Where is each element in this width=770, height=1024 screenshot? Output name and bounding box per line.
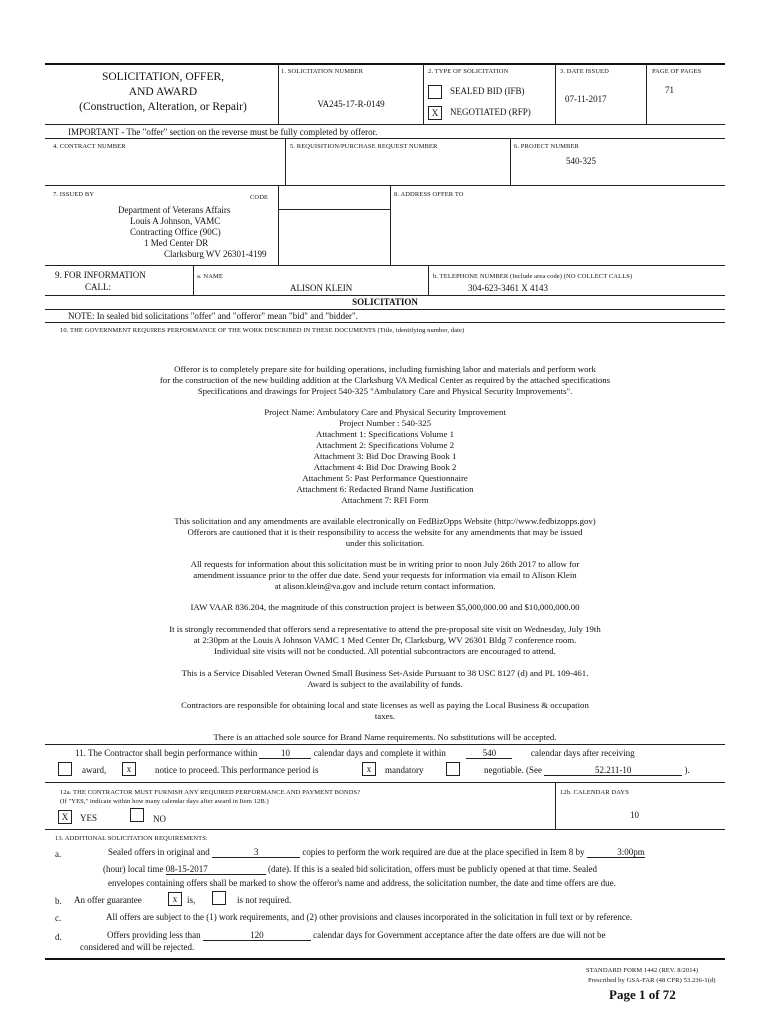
item11-text2: calendar days and complete it within (313, 748, 446, 758)
guarantee-not-checkbox[interactable] (212, 891, 226, 905)
item13a-letter: a. (55, 849, 62, 859)
page-count[interactable]: 71 (665, 85, 674, 95)
form-number: STANDARD FORM 1442 (REV. 8/2014) (586, 967, 699, 974)
info-label-1: 9. FOR INFORMATION (55, 270, 146, 280)
requisition-label: 5. REQUISITION/PURCHASE REQUEST NUMBER (290, 143, 438, 150)
project-line: Project Number : 540-325 (338, 418, 432, 428)
scope-line: Offeror is to completely prepare site for building operations, including furnishing labor and materials and perform work (174, 364, 596, 374)
issuer-line-2: Louis A Johnson, VAMC (130, 216, 221, 226)
form-title (48, 70, 278, 115)
guarantee-is-checkbox[interactable]: x (168, 892, 182, 906)
address-offer-label: 8. ADDRESS OFFER TO (394, 191, 464, 198)
item13-label: 13. ADDITIONAL SOLICITATION REQUIREMENTS: (55, 835, 208, 842)
bonds-yes-label: YES (80, 813, 98, 823)
guarantee-not-label: is not required. (237, 895, 292, 905)
scope-paragraph (90, 364, 680, 397)
important-note: IMPORTANT - The "offer" section on the reverse must be fully completed by offeror. (68, 127, 378, 137)
calendar-days-value[interactable]: 10 (630, 810, 639, 820)
fedbizopps-paragraph (90, 516, 680, 549)
item13a-line1 (108, 847, 645, 858)
negotiated-checkbox[interactable]: X (428, 106, 442, 120)
phone-label: b. TELEPHONE NUMBER (Include area code) (NO COLLECT CALLS) (433, 273, 633, 280)
award-label: award, (82, 765, 107, 775)
item13d-letter: d. (55, 932, 62, 942)
guarantee-text: An offer guarantee (74, 895, 142, 905)
issuer-line-3: Contracting Office (90C) (130, 227, 221, 237)
brand-name-paragraph (90, 732, 680, 743)
contact-name[interactable]: ALISON KLEIN (290, 283, 353, 293)
item13c-letter: c. (55, 913, 62, 923)
mandatory-label: mandatory (385, 765, 424, 775)
attachment-line: Attachment 6: Redacted Brand Name Justification (296, 484, 474, 494)
clause-close: ). (684, 765, 690, 775)
scope-line: Specifications and drawings for Project 540-325 "Ambulatory Care and Physical Security Improvements". (197, 386, 573, 396)
item10-label: 10. THE GOVERNMENT REQUIRES PERFORMANCE OF THE WORK DESCRIBED IN THESE DOCUMENTS (Title, identifying number, date) (60, 327, 465, 334)
date-label: 3. DATE ISSUED (560, 68, 609, 75)
item11-text1: 11. The Contractor shall begin performance within (75, 748, 258, 758)
site-visit-line: at 2:30pm at the Louis A Johnson VAMC 1 Med Center Dr, Clarksburg, WV 26301 Bldg 7 conference room. (193, 635, 577, 645)
item13a-text1: Sealed offers in original and (108, 847, 210, 857)
item13a-text2: copies to perform the work required are due at the place specified in Item 8 by (302, 847, 585, 857)
issuer-line-1: Department of Veterans Affairs (118, 205, 231, 215)
date-issued[interactable]: 07-11-2017 (565, 94, 607, 104)
clause-field[interactable]: 52.211-10 (544, 765, 682, 776)
copies-field[interactable]: 3 (212, 847, 300, 858)
item13d-line1 (107, 930, 606, 941)
rfi-line: at alison.klein@va.gov and include return contact information. (274, 581, 496, 591)
magnitude-paragraph (90, 602, 680, 613)
negotiable-row (484, 765, 690, 776)
time-field[interactable]: 3:00pm (587, 847, 645, 858)
form-title-line3: (Construction, Alteration, or Repair) (79, 101, 247, 113)
info-label-2: CALL: (85, 282, 111, 292)
sealed-bid-checkbox[interactable] (428, 85, 442, 99)
rfi-line: amendment issuance prior to the offer due date. Send your requests for information via email to Alison Klein (193, 570, 577, 580)
date-due-field[interactable]: 08-15-2017 (166, 864, 266, 875)
notice-text: notice to proceed. This performance period is (155, 765, 319, 775)
set-aside-line: This is a Service Disabled Veteran Owned Small Business Set-Aside Pursuant to 38 USC 8127 (d) and PL 109-461. (181, 668, 589, 678)
page-number: Page 1 of 72 (609, 987, 676, 1002)
sealed-bid-note: NOTE: In sealed bid solicitations "offer" and "offeror" mean "bid" and "bidder". (68, 311, 358, 321)
project-number-label: 6. PROJECT NUMBER (514, 143, 579, 150)
guarantee-is-label: is, (187, 895, 196, 905)
sol-number[interactable]: VA245-17-R-0149 (317, 99, 385, 109)
scope-line: for the construction of the new building addition at the Clarksburg VA Medical Center as required by the attached specifications (159, 375, 611, 385)
project-attachments (90, 407, 680, 506)
brand-name-line: There is an attached sole source for Brand Name requirements. No substitutions will be accepted. (213, 732, 557, 742)
item13a-text3: (hour) local time (103, 864, 164, 874)
code-label: CODE (250, 194, 269, 201)
award-checkbox[interactable] (58, 762, 72, 776)
project-number[interactable]: 540-325 (566, 156, 596, 166)
rfi-line: All requests for information about this solicitation must be in writing prior to noon July 26th 2017 to allow for (190, 559, 580, 569)
bonds-no-label: NO (153, 814, 166, 824)
attachment-line: Attachment 1: Specifications Volume 1 (316, 429, 454, 439)
contract-number-label: 4. CONTRACT NUMBER (53, 143, 126, 150)
site-visit-paragraph (90, 624, 680, 657)
page-label: PAGE OF PAGES (652, 68, 702, 75)
set-aside-line: Award is subject to the availability of funds. (307, 679, 463, 689)
type-label: 2. TYPE OF SOLICITATION (428, 68, 509, 75)
bonds-sublabel: (If "YES," indicate within how many calendar days after award in Item 12B.) (60, 798, 269, 805)
calendar-days-label: 12b. CALENDAR DAYS (560, 789, 629, 796)
item11-line1 (75, 748, 635, 759)
issuer-address (118, 205, 267, 260)
attachment-line: Attachment 2: Specifications Volume 2 (316, 440, 454, 450)
attachment-line: Attachment 7: RFI Form (341, 495, 429, 505)
fedbizopps-line: This solicitation and any amendments are available electronically on FedBizOpps Website (http://www.fedbizopps.gov) (174, 516, 596, 526)
set-aside-paragraph (90, 668, 680, 690)
item13a-line2 (103, 864, 597, 875)
bonds-yes-checkbox[interactable]: X (58, 810, 72, 824)
item13d-line2: considered and will be rejected. (80, 942, 195, 952)
licenses-line: taxes. (374, 711, 396, 721)
contact-phone[interactable]: 304-623-3461 X 4143 (468, 283, 548, 293)
item13a-text4: (date). If this is a sealed bid solicitation, offers must be publicly opened at that time. Sealed (267, 864, 597, 874)
item13a-line3: envelopes containing offers shall be marked to show the offeror's name and address, the solicitation number, the date and time offers are due. (108, 878, 616, 888)
ntp-checkbox[interactable]: x (122, 762, 136, 776)
attachment-line: Attachment 3: Bid Doc Drawing Book 1 (313, 451, 457, 461)
item11-text3: calendar days after receiving (530, 748, 635, 758)
mandatory-checkbox[interactable]: x (362, 762, 376, 776)
item13c-text: All offers are subject to the (1) work requirements, and (2) other provisions and clauses incorporated in the solicitation in full text or by reference. (106, 912, 633, 922)
begin-days-field[interactable]: 10 (259, 748, 311, 759)
sealed-bid-label: SEALED BID (IFB) (450, 86, 525, 96)
complete-days-field[interactable]: 540 (466, 748, 512, 759)
site-visit-line: Individual site visits will not be conducted. All potential subcontractors are encouraged to attend. (214, 646, 556, 656)
magnitude-line: IAW VAAR 836.204, the magnitude of this construction project is between $5,000,000.00 and $10,000,000.00 (190, 602, 580, 612)
item13d-text1: Offers providing less than (107, 930, 201, 940)
issuer-line-4: 1 Med Center DR (144, 238, 209, 248)
name-label: a. NAME (197, 273, 223, 280)
form-title-line1: SOLICITATION, OFFER, (101, 71, 225, 83)
negotiable-checkbox[interactable] (446, 762, 460, 776)
project-line: Project Name: Ambulatory Care and Physical Security Improvement (264, 407, 506, 417)
rfi-paragraph (90, 559, 680, 592)
site-visit-line: It is strongly recommended that offerors send a representative to attend the pre-proposal site visit on Wednesday, July 19th (169, 624, 601, 634)
acceptance-days-field[interactable]: 120 (203, 930, 311, 941)
fedbizopps-line: Offerors are cautioned that it is their responsibility to access the website for any amendments that may be issued (187, 527, 583, 537)
licenses-paragraph (90, 700, 680, 722)
form-title-line2: AND AWARD (128, 86, 198, 98)
solicitation-heading: SOLICITATION (352, 297, 418, 307)
sol-number-label: 1. SOLICITATION NUMBER (281, 68, 364, 75)
bonds-no-checkbox[interactable] (130, 808, 144, 822)
attachment-line: Attachment 4: Bid Doc Drawing Book 2 (313, 462, 457, 472)
attachment-line: Attachment 5: Past Performance Questionnaire (302, 473, 468, 483)
negotiable-label: negotiable. (See (484, 765, 542, 775)
negotiated-label: NEGOTIATED (RFP) (450, 107, 531, 117)
item13d-text2: calendar days for Government acceptance after the date offers are due will not be (313, 930, 606, 940)
issuer-line-5: Clarksburg WV 26301-4199 (164, 249, 267, 259)
prescribed-by: Prescribed by GSA-FAR (48 CFR) 53.236-1(d) (588, 977, 716, 984)
bonds-label: 12a. THE CONTRACTOR MUST FURNISH ANY REQUIRED PERFORMANCE AND PAYMENT BONDS? (60, 789, 361, 796)
fedbizopps-line: under this solicitation. (345, 538, 425, 548)
licenses-line: Contractors are responsible for obtaining local and state licenses as well as paying the Local Business & occupation (181, 700, 589, 710)
item13b-letter: b. (55, 896, 62, 906)
issued-by-label: 7. ISSUED BY (53, 191, 95, 198)
